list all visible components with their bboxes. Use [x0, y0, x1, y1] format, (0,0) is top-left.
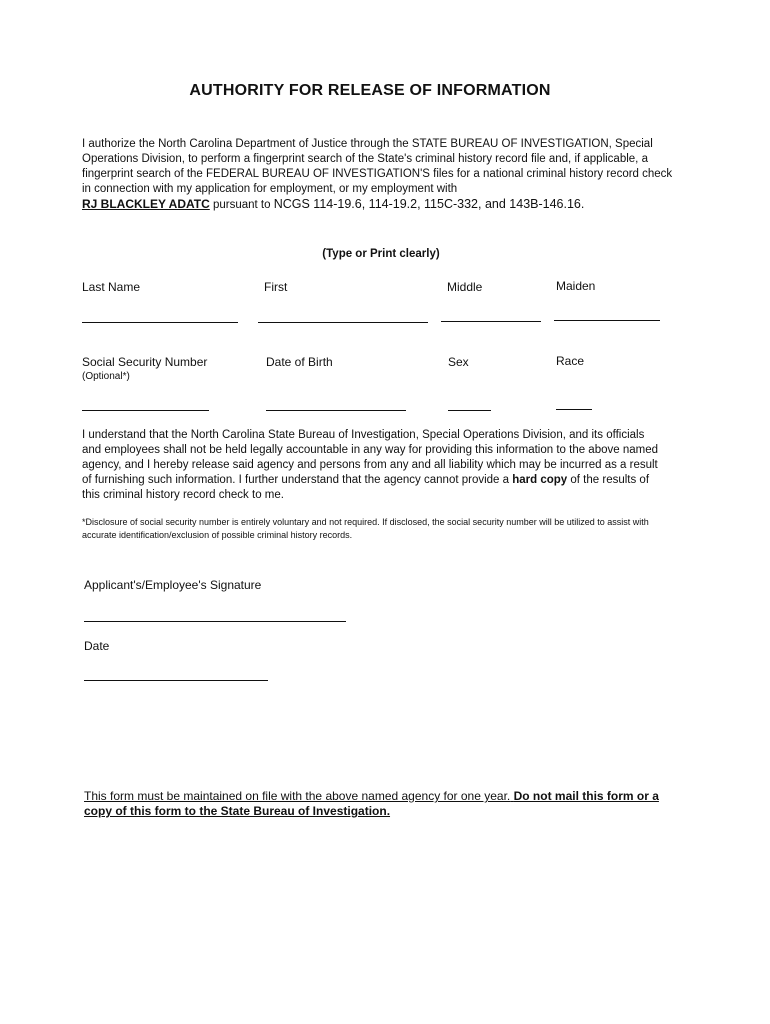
- type-print-instruction: (Type or Print clearly): [322, 248, 440, 260]
- ssn-optional-label: (Optional*): [82, 371, 130, 382]
- middle-name-field[interactable]: [441, 321, 541, 322]
- first-name-label: First: [264, 280, 288, 294]
- date-field[interactable]: [84, 680, 268, 681]
- sex-label: Sex: [448, 355, 469, 369]
- sex-field[interactable]: [448, 410, 491, 411]
- agency-name: RJ BLACKLEY ADATC: [82, 197, 210, 211]
- race-label: Race: [556, 354, 585, 368]
- retention-text: This form must be maintained on file with the above named agency for one year.: [84, 789, 511, 803]
- signature-label: Applicant's/Employee's Signature: [84, 578, 262, 592]
- disclosure-note: *Disclosure of social security number is entirely voluntary and not required. If disclosed, the social security number will be utilized to assist with accurate identification/exclusion of possible criminal history records.: [82, 517, 649, 540]
- dob-label: Date of Birth: [266, 355, 333, 369]
- middle-name-label: Middle: [447, 280, 483, 294]
- pursuant-text: pursuant to: [209, 199, 274, 211]
- first-name-field[interactable]: [258, 322, 428, 323]
- maiden-name-label: Maiden: [556, 279, 596, 293]
- dob-field[interactable]: [266, 410, 406, 411]
- statute-references: NCGS 114-19.6, 114-19.2, 115C-332, and 143B-146.16.: [273, 197, 585, 211]
- last-name-field[interactable]: [82, 322, 238, 323]
- ssn-label: Social Security Number: [82, 355, 208, 369]
- understanding-text-end: of the results of this criminal history record check to me.: [82, 474, 650, 501]
- ssn-field[interactable]: [82, 410, 209, 411]
- retention-notice: [84, 789, 684, 819]
- authorization-text: I authorize the North Carolina Department of Justice through the STATE BUREAU OF INVESTIGATION, Special Operations Division, to perform a fingerprint search of the State's criminal history record file and, if applicable, a fingerprint search of the FEDERAL BUREAU OF INVESTIGATION'S files for a national criminal history record check in connection with my application for employment, or my employment with: [82, 138, 673, 195]
- authorization-paragraph: [82, 137, 682, 213]
- mail-warning: Do not mail this form or a copy of this form to the State Bureau of Investigation.: [84, 789, 659, 818]
- signature-field[interactable]: [84, 621, 346, 622]
- date-label: Date: [84, 639, 110, 653]
- form-title: AUTHORITY FOR RELEASE OF INFORMATION: [189, 82, 551, 99]
- race-field[interactable]: [556, 409, 592, 410]
- hard-copy-text: hard copy: [512, 474, 568, 486]
- understanding-text: I understand that the North Carolina State Bureau of Investigation, Special Operations Division, and its officials and employees shall not be held legally accountable in any way for providing this information to the above named agency, and I hereby release said agency and persons from any and all liability which may be incurred as a result of furnishing such information. I further understand that the agency cannot provide a: [82, 429, 658, 486]
- last-name-label: Last Name: [82, 280, 141, 294]
- understanding-paragraph: [82, 428, 662, 503]
- maiden-name-field[interactable]: [554, 320, 660, 321]
